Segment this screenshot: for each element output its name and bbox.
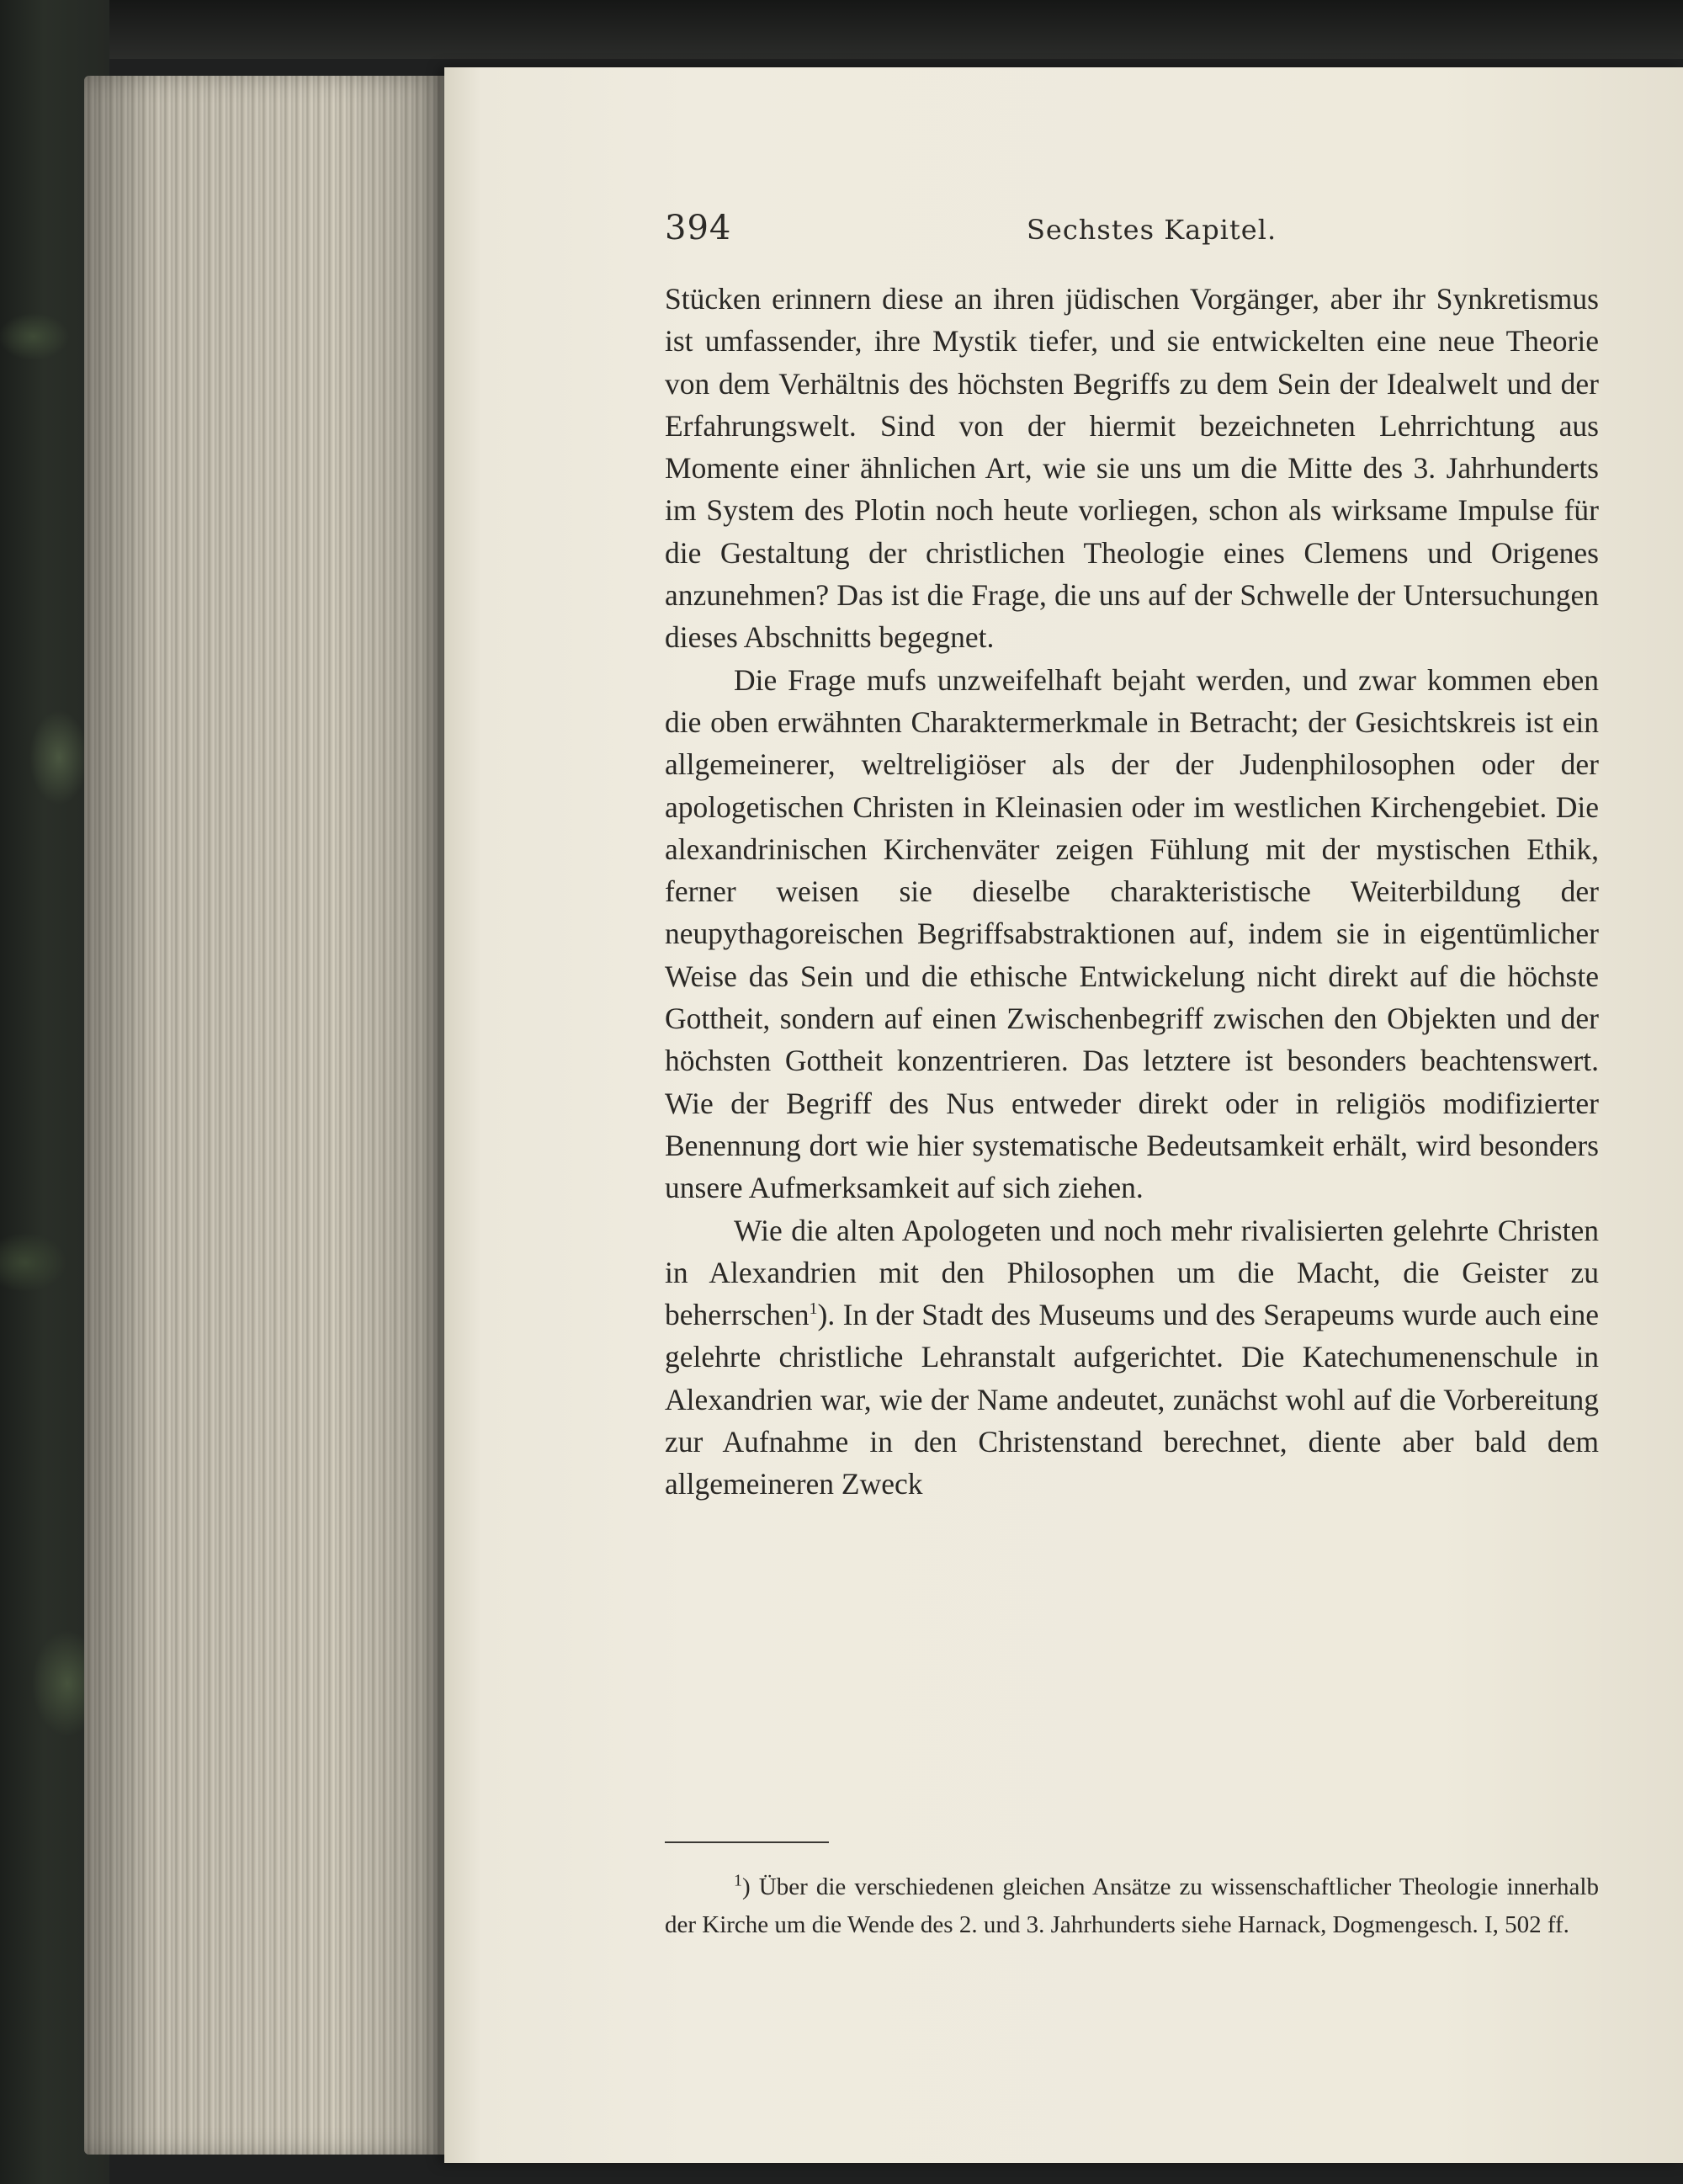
footnote-reference: 1	[809, 1299, 818, 1319]
background-top	[0, 0, 1683, 59]
paragraph	[665, 1209, 1599, 1506]
paragraph: Stücken erinnern diese an ihren jüdischen Vorgänger, aber ihr Synkretismus ist umfassender, ihre Mystik tiefer, und sie entwickelten eine neue Theorie von dem Verhältnis des höchsten Begriffs zu dem Sein der Idealwelt und der Erfahrungswelt. Sind von der hiermit bezeichneten Lehrrichtung aus Momente einer ähnlichen Art, wie sie uns um die Mitte des 3. Jahrhunderts im System des Plotin noch heute vorliegen, schon als wirksame Impulse für die Gestaltung der christlichen Theologie eines Clemens und Origenes anzunehmen? Das ist die Frage, die uns auf der Schwelle der Untersuchungen dieses Abschnitts begegnet.	[665, 282, 1599, 655]
page-number: 394	[665, 209, 732, 247]
running-head	[665, 209, 1641, 259]
paragraph-text: ). In der Stadt des Museums und des Serapeums wurde auch eine gelehrte christliche Lehranstalt aufgerichtet. Die Katechumenenschule in Alexandrien war, wie der Name andeutet, zunächst wohl auf die Vorbereitung zur Aufnahme in den Christenstand berechnet, diente aber bald dem allgemeineren Zweck	[665, 1298, 1599, 1501]
paragraph: Die Frage mufs unzweifelhaft bejaht werden, und zwar kommen eben die oben erwähnten Charaktermerkmale in Betracht; der Gesichtskreis ist ein allgemeinerer, weltreligiöser als der der Judenphilosophen oder der apologetischen Christen in Kleinasien oder im westlichen Kirchengebiet. Die alexandrinischen Kirchenväter zeigen Fühlung mit der mystischen Ethik, ferner weisen sie dieselbe charakteristische Weiterbildung der neupythagoreischen Begriffsabstraktionen auf, indem sie in eigentümlicher Weise das Sein und die ethische Entwickelung nicht direkt auf die höchste Gottheit, sondern auf einen Zwischenbegriff zwischen den Objekten und der höchsten Gottheit konzentrieren. Das letztere ist besonders beachtenswert. Wie der Begriff des Nus entweder direkt oder in religiös modifizierter Benennung dort wie hier systematische Bedeutsamkeit erhält, wird besonders unsere Aufmerksamkeit auf sich ziehen.	[665, 662, 1599, 1205]
page-edges-shade	[84, 76, 446, 2155]
footnote	[665, 1868, 1599, 1944]
footnote-text: ) Über die verschiedenen gleichen Ansätze zu wissenschaftlicher Theologie innerhalb der Kirche um die Wende des 2. und 3. Jahrhunderts siehe Harnack, Dogmengesch. I, 502 ff.	[665, 1873, 1599, 1938]
footnote-mark: 1	[734, 1871, 742, 1890]
body-text	[665, 278, 1599, 1506]
chapter-title: Sechstes Kapitel.	[1027, 214, 1277, 246]
paragraph-text: Wie die alten Apologeten und noch mehr rivalisierten gelehrte Christen in Alexandrien mit den Philosophen um die Macht, die Geister zu beherrschen	[665, 1213, 1599, 1332]
footnote-rule	[665, 1841, 829, 1843]
book-page	[444, 67, 1683, 2163]
